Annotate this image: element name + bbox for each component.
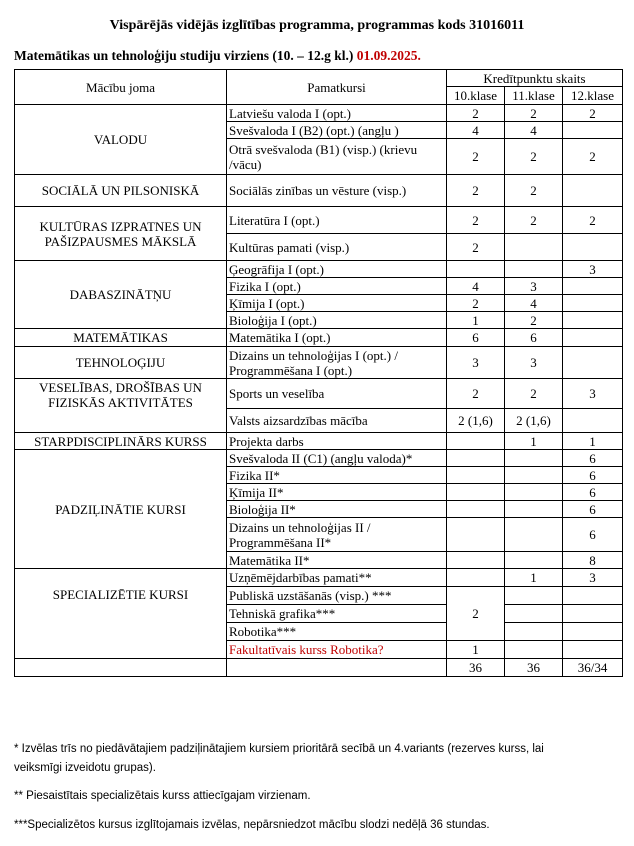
course-cell: Sociālās zinības un vēsture (visp.) — [227, 175, 447, 207]
credit-10 — [447, 261, 505, 278]
course-cell: Dizains un tehnoloģijas II / Programmēšana II* — [227, 518, 447, 552]
credit-12 — [563, 623, 623, 641]
credit-12 — [563, 312, 623, 329]
footnote-2: ** Piesaistītais specializētais kurss attiecīgajam virzienam. — [14, 790, 311, 802]
area-padz: PADZIĻINĀTIE KURSI — [15, 450, 227, 569]
course-cell: Matemātika II* — [227, 552, 447, 569]
credit-10: 6 — [447, 329, 505, 347]
course-cell: Tehniskā grafika*** — [227, 605, 447, 623]
credit-11: 2 — [505, 139, 563, 175]
credit-11: 1 — [505, 433, 563, 450]
table-row — [15, 379, 623, 409]
credit-10: 2 (1,6) — [447, 409, 505, 433]
credit-12 — [563, 122, 623, 139]
course-cell: Matemātika I (opt.) — [227, 329, 447, 347]
credit-12 — [563, 587, 623, 605]
credit-10 — [447, 501, 505, 518]
credit-11: 6 — [505, 329, 563, 347]
credit-11 — [505, 234, 563, 261]
curriculum-table — [14, 69, 623, 677]
credit-12: 6 — [563, 518, 623, 552]
credit-10: 1 — [447, 641, 505, 659]
totals-row — [15, 659, 623, 677]
header-area: Mācību joma — [15, 70, 227, 105]
credit-12 — [563, 605, 623, 623]
area-mat: MATEMĀTIKAS — [15, 329, 227, 347]
area-kultura: KULTŪRAS IZPRATNES UN PAŠIZPAUSMES MĀKSLĀ — [15, 207, 227, 261]
credit-11: 2 — [505, 207, 563, 234]
credit-12: 6 — [563, 450, 623, 467]
course-cell: Bioloģija I (opt.) — [227, 312, 447, 329]
credit-10 — [447, 552, 505, 569]
header-course: Pamatkursi — [227, 70, 447, 105]
course-cell: Projekta darbs — [227, 433, 447, 450]
credit-12: 3 — [563, 261, 623, 278]
credit-10 — [447, 569, 505, 587]
credit-11 — [505, 605, 563, 623]
course-cell: Literatūra I (opt.) — [227, 207, 447, 234]
credit-11: 4 — [505, 122, 563, 139]
credit-11: 2 (1,6) — [505, 409, 563, 433]
course-cell: Robotika*** — [227, 623, 447, 641]
credit-12: 6 — [563, 484, 623, 501]
table-row — [15, 569, 623, 587]
course-cell: Ķīmija II* — [227, 484, 447, 501]
credit-12: 3 — [563, 379, 623, 409]
credit-12 — [563, 234, 623, 261]
credit-12: 6 — [563, 467, 623, 484]
course-cell-optional: Fakultatīvais kurss Robotika? — [227, 641, 447, 659]
credit-10-merged: 2 — [447, 587, 505, 641]
table-row — [15, 329, 623, 347]
area-vesel: VESELĪBAS, DROŠĪBAS UN FIZISKĀS AKTIVITĀTES — [15, 379, 227, 433]
table-row — [15, 450, 623, 467]
program-date: 01.09.2025. — [356, 48, 421, 63]
credit-10: 2 — [447, 105, 505, 122]
credit-12 — [563, 278, 623, 295]
total-10: 36 — [447, 659, 505, 677]
course-cell: Latviešu valoda I (opt.) — [227, 105, 447, 122]
credit-11 — [505, 450, 563, 467]
program-subtitle — [14, 48, 421, 64]
program-title: Vispārējās vidējās izglītības programma, programmas kods 31016011 — [109, 18, 525, 33]
credit-12 — [563, 347, 623, 379]
credit-10: 2 — [447, 234, 505, 261]
credit-12: 1 — [563, 433, 623, 450]
course-cell: Svešvaloda I (B2) (opt.) (angļu ) — [227, 122, 447, 139]
credit-10 — [447, 484, 505, 501]
credit-11 — [505, 641, 563, 659]
area-spec: SPECIALIZĒTIE KURSI — [15, 569, 227, 659]
credit-12 — [563, 175, 623, 207]
credit-12 — [563, 409, 623, 433]
course-cell: Otrā svešvaloda (B1) (visp.) (krievu /vācu) — [227, 139, 447, 175]
area-dabas: DABASZINĀTŅU — [15, 261, 227, 329]
credit-11 — [505, 501, 563, 518]
credit-10: 4 — [447, 278, 505, 295]
course-cell: Bioloģija II* — [227, 501, 447, 518]
credit-12 — [563, 329, 623, 347]
total-12: 36/34 — [563, 659, 623, 677]
credit-11: 1 — [505, 569, 563, 587]
credit-10: 2 — [447, 175, 505, 207]
credit-10 — [447, 450, 505, 467]
totals-empty-course — [227, 659, 447, 677]
totals-empty-area — [15, 659, 227, 677]
footnote-1: * Izvēlas trīs no piedāvātajiem padziļinātajiem kursiem prioritārā secībā un 4.variants (rezerves kurss, lai veiksmīgi izveidotu grupas). — [14, 743, 544, 774]
credit-10 — [447, 433, 505, 450]
table-row — [15, 433, 623, 450]
credit-11 — [505, 587, 563, 605]
header-grade-11: 11.klase — [505, 87, 563, 105]
course-cell: Uzņēmējdarbības pamati** — [227, 569, 447, 587]
credit-11: 2 — [505, 105, 563, 122]
table-row — [15, 105, 623, 122]
table-row — [15, 175, 623, 207]
credit-11: 3 — [505, 347, 563, 379]
course-cell: Kultūras pamati (visp.) — [227, 234, 447, 261]
credit-10: 2 — [447, 207, 505, 234]
credit-10 — [447, 467, 505, 484]
credit-10 — [447, 518, 505, 552]
credit-12: 3 — [563, 569, 623, 587]
table-row — [15, 347, 623, 379]
header-grade-10: 10.klase — [447, 87, 505, 105]
total-11: 36 — [505, 659, 563, 677]
course-cell: Publiskā uzstāšanās (visp.) *** — [227, 587, 447, 605]
area-teh: TEHNOLOĢIJU — [15, 347, 227, 379]
credit-12 — [563, 295, 623, 312]
course-cell: Valsts aizsardzības mācība — [227, 409, 447, 433]
area-starp: STARPDISCIPLINĀRS KURSS — [15, 433, 227, 450]
credit-11: 2 — [505, 312, 563, 329]
course-cell: Sports un veselība — [227, 379, 447, 409]
credit-10: 2 — [447, 139, 505, 175]
credit-11: 4 — [505, 295, 563, 312]
credit-12 — [563, 641, 623, 659]
subtitle-text: Matemātikas un tehnoloģiju studiju virziens (10. – 12.g kl.) — [14, 48, 354, 63]
credit-11: 2 — [505, 175, 563, 207]
credit-12: 2 — [563, 105, 623, 122]
credit-10: 1 — [447, 312, 505, 329]
course-cell: Fizika II* — [227, 467, 447, 484]
credit-10: 2 — [447, 379, 505, 409]
credit-11: 3 — [505, 278, 563, 295]
course-cell: Dizains un tehnoloģijas I (opt.) / Programmēšana I (opt.) — [227, 347, 447, 379]
credit-11 — [505, 518, 563, 552]
course-cell: Ķīmija I (opt.) — [227, 295, 447, 312]
credit-11: 2 — [505, 379, 563, 409]
credit-11 — [505, 467, 563, 484]
credit-12: 8 — [563, 552, 623, 569]
course-cell: Fizika I (opt.) — [227, 278, 447, 295]
credit-12: 2 — [563, 139, 623, 175]
credit-11 — [505, 623, 563, 641]
credit-10: 3 — [447, 347, 505, 379]
table-row — [15, 207, 623, 234]
area-valodu: VALODU — [15, 105, 227, 175]
credit-10: 4 — [447, 122, 505, 139]
course-cell: Ģeogrāfija I (opt.) — [227, 261, 447, 278]
credit-12: 2 — [563, 207, 623, 234]
header-credits: Kredītpunktu skaits — [447, 70, 623, 87]
credit-11 — [505, 484, 563, 501]
area-social: SOCIĀLĀ UN PILSONISKĀ — [15, 175, 227, 207]
credit-11 — [505, 261, 563, 278]
course-cell: Svešvaloda II (C1) (angļu valoda)* — [227, 450, 447, 467]
credit-10: 2 — [447, 295, 505, 312]
footnote-3: ***Specializētos kursus izglītojamais izvēlas, nepārsniedzot mācību slodzi nedēļā 36 stundas. — [14, 819, 490, 831]
header-grade-12: 12.klase — [563, 87, 623, 105]
table-row — [15, 261, 623, 278]
credit-11 — [505, 552, 563, 569]
credit-12: 6 — [563, 501, 623, 518]
